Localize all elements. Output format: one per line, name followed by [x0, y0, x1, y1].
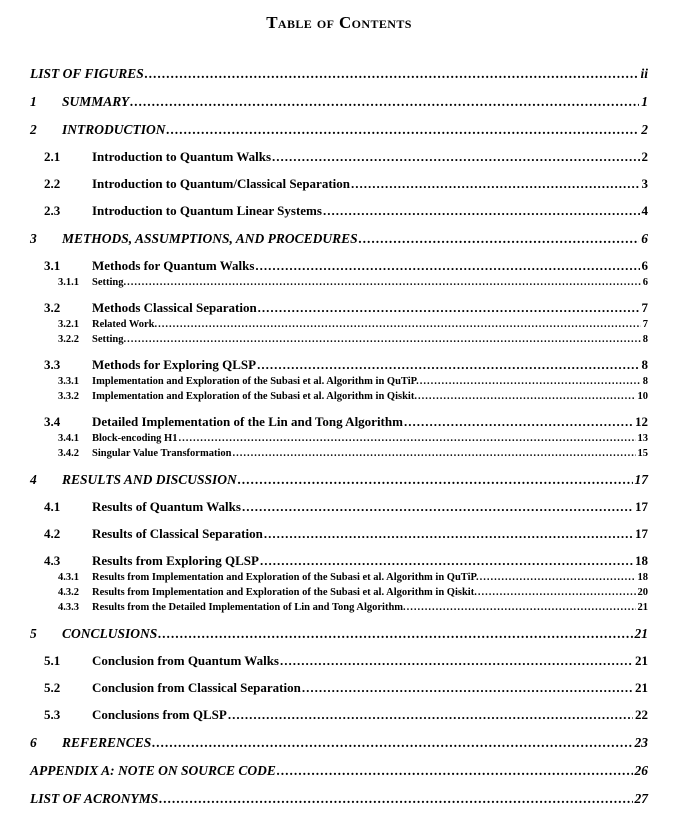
- toc-entry-number: 3.2.1: [58, 319, 79, 330]
- toc-entry[interactable]: [30, 526, 648, 542]
- toc-entry-number: 3.3.1: [58, 376, 79, 387]
- toc-entry[interactable]: [30, 601, 648, 614]
- toc-entry-label: Results from Implementation and Exploration of the Subasi et al. Algorithm in Qiskit.: [92, 587, 477, 598]
- toc-entry-label: SUMMARY: [62, 94, 130, 109]
- toc-entry-label: Results from the Detailed Implementation of Lin and Tong Algorithm.: [92, 602, 406, 613]
- toc-entry[interactable]: [30, 414, 648, 430]
- toc-entry-page: 17: [635, 499, 648, 514]
- dot-leader: [403, 414, 633, 430]
- dot-leader: [126, 333, 641, 346]
- toc-entry[interactable]: [30, 472, 648, 488]
- toc-entry-label: Introduction to Quantum Walks: [92, 149, 272, 164]
- toc-entry[interactable]: [30, 432, 648, 445]
- toc-entry[interactable]: [30, 149, 648, 165]
- dot-leader: [157, 318, 641, 331]
- toc-entry[interactable]: [30, 586, 648, 599]
- toc-entry-label: Block-encoding H1: [92, 433, 178, 444]
- toc-entry[interactable]: [30, 203, 648, 219]
- toc-entry-page: 21: [637, 602, 648, 613]
- toc-entry-page: 21: [635, 653, 648, 668]
- dot-leader: [477, 586, 636, 599]
- toc-entry-label: Methods Classical Separation: [92, 300, 257, 315]
- toc-entry[interactable]: [30, 390, 648, 403]
- toc-entry-number: 3.1: [44, 258, 61, 273]
- toc-entry-number: 4.3.3: [58, 602, 79, 613]
- toc-entry[interactable]: [30, 300, 648, 316]
- dot-leader: [151, 735, 632, 751]
- dot-leader: [301, 680, 633, 696]
- dot-leader: [227, 707, 633, 723]
- toc-entry-page: 27: [634, 791, 648, 806]
- toc-entry-page: 18: [635, 553, 648, 568]
- toc-entry[interactable]: [30, 231, 648, 247]
- toc-entry-page: 26: [634, 763, 648, 778]
- toc-entry-label: Singular Value Transformation: [92, 448, 232, 459]
- dot-leader: [419, 375, 641, 388]
- toc-entry-page: 6: [642, 277, 648, 288]
- toc-entry[interactable]: [30, 318, 648, 331]
- toc-entry-page: 15: [637, 448, 648, 459]
- toc-entry[interactable]: [30, 357, 648, 373]
- toc-entry[interactable]: [30, 276, 648, 289]
- toc-entry-label: Setting.: [92, 277, 127, 288]
- dot-leader: [279, 653, 633, 669]
- dot-leader: [126, 276, 641, 289]
- toc-entry-number: 4.1: [44, 499, 61, 514]
- toc-entry-page: 8: [642, 334, 648, 345]
- toc-entry-page: 17: [635, 526, 648, 541]
- toc-entry-label: Results from Exploring QLSP: [92, 553, 259, 568]
- dot-leader: [157, 626, 632, 642]
- toc-entry-label: Conclusions from QLSP: [92, 707, 227, 722]
- toc-entry-page: 10: [637, 391, 648, 402]
- dot-leader: [129, 94, 639, 110]
- dot-leader: [256, 357, 639, 373]
- toc-entry-label: Implementation and Exploration of the Subasi et al. Algorithm in Qiskit.: [92, 391, 417, 402]
- dot-leader: [271, 149, 639, 165]
- toc-entry-label: Conclusion from Classical Separation: [92, 680, 301, 695]
- toc-entry-page: 8: [642, 376, 648, 387]
- toc-entry-page: 7: [641, 300, 648, 315]
- toc-entry-number: 3.2.2: [58, 334, 79, 345]
- toc-entry-label: Setting.: [92, 334, 127, 345]
- toc-entry-page: 6: [641, 231, 648, 246]
- toc-entry[interactable]: [30, 447, 648, 460]
- toc-entry-label: Results from Implementation and Exploration of the Subasi et al. Algorithm in QuTiP.: [92, 572, 479, 583]
- toc-entry-label: Detailed Implementation of the Lin and Tong Algorithm: [92, 414, 403, 429]
- toc-entry-page: 17: [634, 472, 648, 487]
- toc-entry-label: Related Work.: [92, 319, 158, 330]
- toc-entry[interactable]: [30, 707, 648, 723]
- toc-entry-number: 4.3.2: [58, 587, 79, 598]
- toc-entry[interactable]: [30, 94, 648, 110]
- toc-entry-number: 3.4: [44, 414, 61, 429]
- toc-entry[interactable]: [30, 626, 648, 642]
- toc-entry[interactable]: [30, 791, 648, 807]
- toc-entry-page: 12: [635, 414, 648, 429]
- dot-leader: [276, 763, 633, 779]
- toc-entry[interactable]: [30, 653, 648, 669]
- toc-entry-page: 1: [641, 94, 648, 109]
- dot-leader: [166, 122, 640, 138]
- toc-entry-number: 3.3.2: [58, 391, 79, 402]
- toc-entry-label: Introduction to Quantum/Classical Separation: [92, 176, 350, 191]
- toc-entry-number: 5.2: [44, 680, 61, 695]
- page-title: Table of Contents: [266, 13, 412, 32]
- dot-leader: [322, 203, 640, 219]
- toc-entry-number: 2: [30, 122, 37, 137]
- toc-entry-page: ii: [640, 66, 648, 81]
- dot-leader: [231, 447, 635, 460]
- toc-entry[interactable]: [30, 763, 648, 779]
- toc-entry-page: 18: [637, 572, 648, 583]
- dot-leader: [417, 390, 636, 403]
- toc-entry[interactable]: [30, 571, 648, 584]
- toc-entry-number: 5: [30, 626, 37, 641]
- toc-entry-label: Methods for Exploring QLSP: [92, 357, 257, 372]
- toc-entry-label: Introduction to Quantum Linear Systems: [92, 203, 322, 218]
- toc-entry-page: 4: [641, 203, 648, 218]
- dot-leader: [479, 571, 636, 584]
- toc-entry[interactable]: [30, 333, 648, 346]
- toc-entry[interactable]: [30, 735, 648, 751]
- toc-entry-page: 2: [641, 149, 648, 164]
- dot-leader: [259, 553, 633, 569]
- dot-leader: [237, 472, 633, 488]
- toc-entry[interactable]: [30, 176, 648, 192]
- toc-entry-number: 3.2: [44, 300, 61, 315]
- toc-entry-page: 6: [641, 258, 648, 273]
- dot-leader: [358, 231, 640, 247]
- toc-entry-number: 4.3.1: [58, 572, 79, 583]
- toc-entry[interactable]: [30, 553, 648, 569]
- toc-entry-label: Conclusion from Quantum Walks: [92, 653, 279, 668]
- toc-entry-number: 3: [30, 231, 37, 246]
- toc-entry-page: 7: [642, 319, 648, 330]
- toc-entries: [30, 66, 648, 807]
- dot-leader: [406, 601, 636, 614]
- toc-entry-number: 2.1: [44, 149, 61, 164]
- toc-entry-page: 8: [641, 357, 648, 372]
- toc-entry-number: 4.2: [44, 526, 61, 541]
- toc-entry-page: 21: [634, 626, 648, 641]
- toc-entry-number: 3.1.1: [58, 277, 79, 288]
- toc-entry-number: 5.3: [44, 707, 61, 722]
- toc-entry-number: 3.4.1: [58, 433, 79, 444]
- toc-entry-label: Results of Quantum Walks: [92, 499, 241, 514]
- toc-entry-page: 2: [641, 122, 648, 137]
- toc-entry-number: 6: [30, 735, 37, 750]
- toc-entry-number: 3.4.2: [58, 448, 79, 459]
- toc-entry-number: 4: [30, 472, 37, 487]
- dot-leader: [177, 432, 635, 445]
- toc-entry-page: 20: [637, 587, 648, 598]
- toc-entry-number: 5.1: [44, 653, 61, 668]
- toc-entry[interactable]: [30, 258, 648, 274]
- dot-leader: [350, 176, 640, 192]
- toc-entry-page: 22: [635, 707, 648, 722]
- dot-leader: [254, 258, 639, 274]
- toc-entry-label: METHODS, ASSUMPTIONS, AND PROCEDURES: [62, 231, 358, 246]
- dot-leader: [263, 526, 633, 542]
- dot-leader: [158, 791, 632, 807]
- toc-entry-number: 4.3: [44, 553, 61, 568]
- toc-entry[interactable]: [30, 375, 648, 388]
- toc-entry[interactable]: [30, 122, 648, 138]
- toc-entry-number: 2.3: [44, 203, 61, 218]
- toc-entry-label: CONCLUSIONS: [62, 626, 158, 641]
- toc-entry-page: 23: [634, 735, 648, 750]
- toc-entry[interactable]: [30, 66, 648, 82]
- toc-entry-label: Results of Classical Separation: [92, 526, 263, 541]
- toc-entry-page: 13: [637, 433, 648, 444]
- toc-entry-label: LIST OF FIGURES: [30, 66, 144, 81]
- toc-entry-label: APPENDIX A: NOTE ON SOURCE CODE: [30, 763, 276, 778]
- dot-leader: [144, 66, 639, 82]
- dot-leader: [241, 499, 633, 515]
- toc-entry[interactable]: [30, 499, 648, 515]
- toc-entry[interactable]: [30, 680, 648, 696]
- toc-entry-label: Implementation and Exploration of the Subasi et al. Algorithm in QuTiP.: [92, 376, 419, 387]
- dot-leader: [257, 300, 640, 316]
- toc-entry-label: RESULTS AND DISCUSSION: [62, 472, 237, 487]
- toc-entry-number: 1: [30, 94, 37, 109]
- toc-entry-number: 3.3: [44, 357, 61, 372]
- toc-entry-label: INTRODUCTION: [62, 122, 166, 137]
- toc-entry-label: LIST OF ACRONYMS: [30, 791, 159, 806]
- toc-entry-page: 21: [635, 680, 648, 695]
- toc-entry-label: REFERENCES: [62, 735, 152, 750]
- toc-entry-page: 3: [641, 176, 648, 191]
- toc-entry-number: 2.2: [44, 176, 61, 191]
- toc-entry-label: Methods for Quantum Walks: [92, 258, 255, 273]
